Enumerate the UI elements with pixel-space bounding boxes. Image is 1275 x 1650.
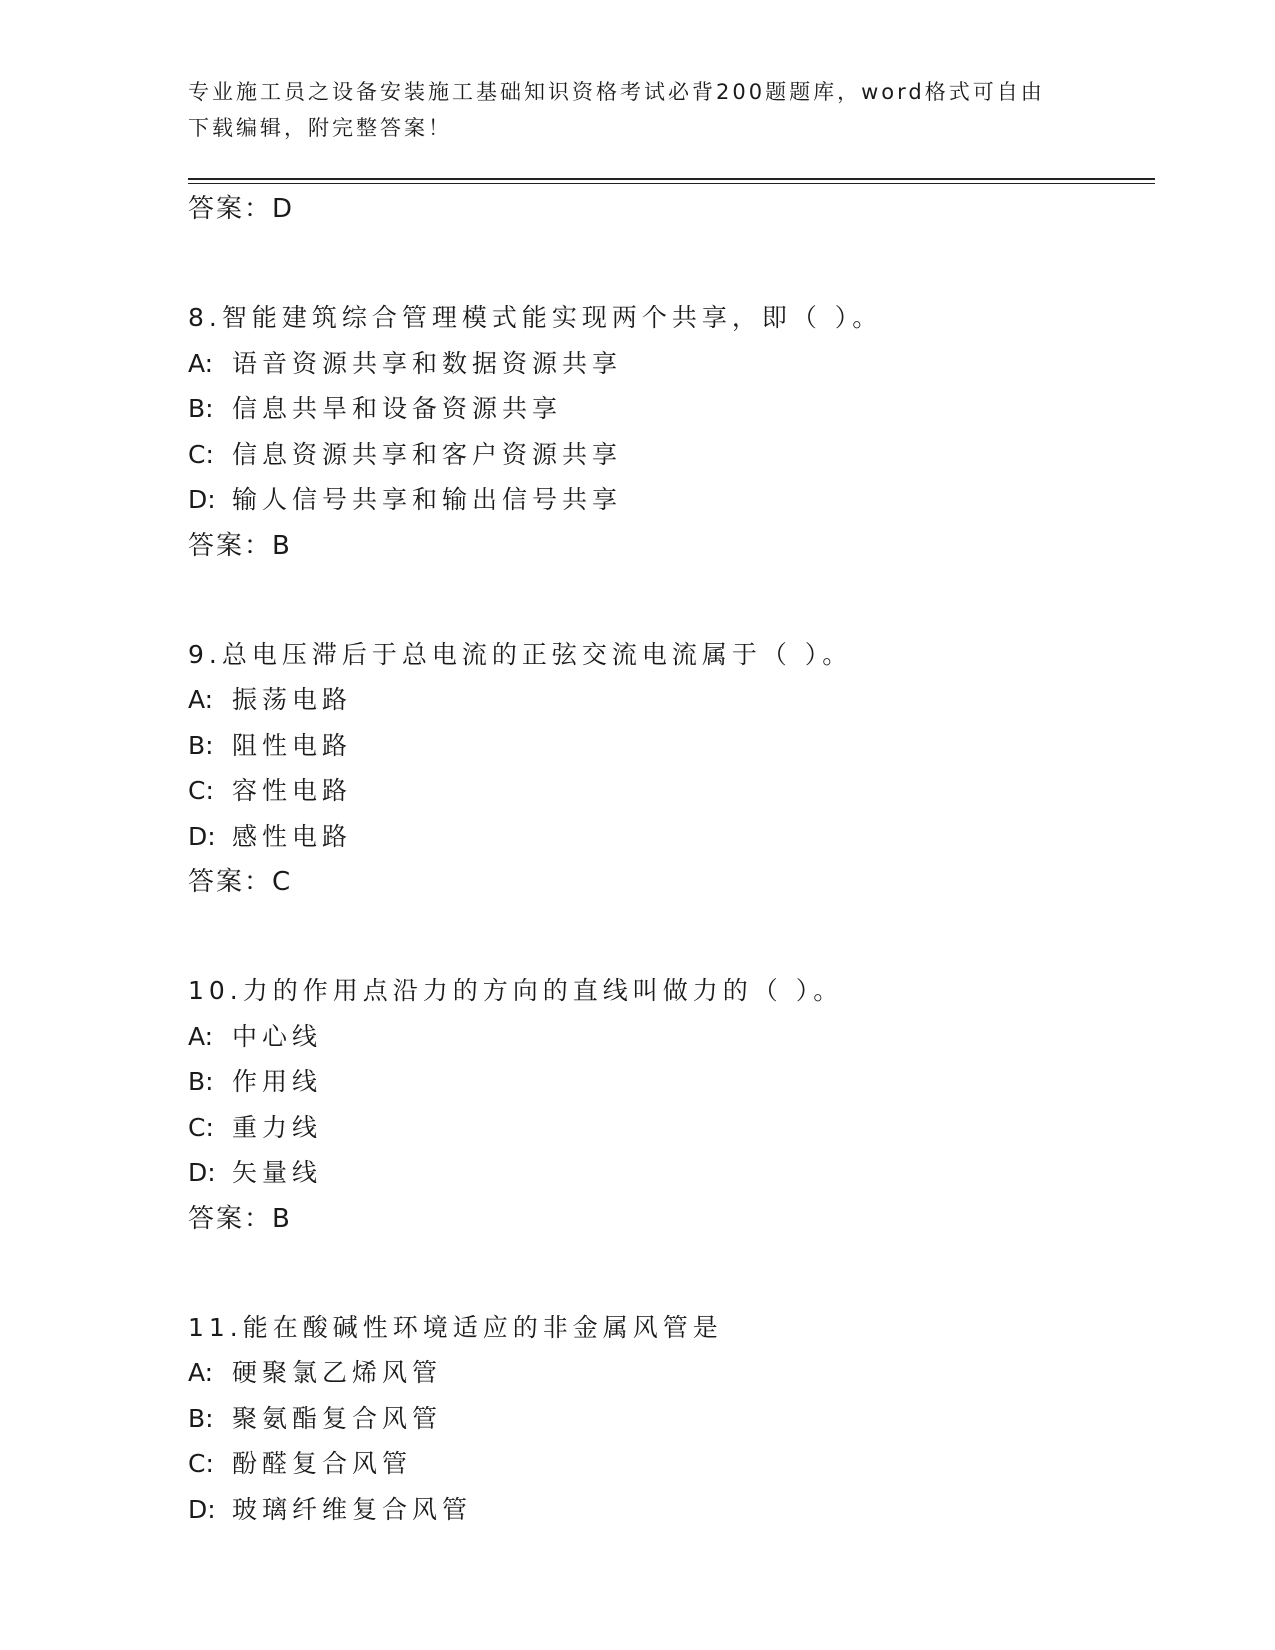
option-text: 聚氨酯复合风管 xyxy=(232,1403,443,1433)
option-c xyxy=(188,432,1155,478)
option-text: 硬聚氯乙烯风管 xyxy=(232,1358,443,1387)
option-letter: B: xyxy=(188,1403,214,1433)
option-text: 感性电路 xyxy=(232,821,353,851)
option-letter: A: xyxy=(188,1021,214,1051)
answer-value: C xyxy=(272,867,293,897)
question-block xyxy=(188,968,1155,1242)
option-letter: C: xyxy=(188,439,214,469)
answer-label: 答案： xyxy=(188,1203,273,1234)
answer-line xyxy=(188,1196,1155,1242)
question-gap xyxy=(188,905,1155,968)
header-divider-thin xyxy=(188,183,1155,184)
answer-label: 答案： xyxy=(188,530,273,561)
question-stem: 8.智能建筑综合管理模式能实现两个共享，即（ ）。 xyxy=(188,303,883,332)
option-letter: D: xyxy=(188,821,216,851)
question-gap xyxy=(188,1242,1155,1305)
option-letter: D: xyxy=(188,485,216,514)
option-letter: C: xyxy=(188,1449,214,1478)
option-d xyxy=(188,477,1155,523)
option-letter: C: xyxy=(188,776,214,805)
header-line-1: 专业施工员之设备安装施工基础知识资格考试必背200题题库，word格式可自由 xyxy=(188,80,1045,104)
question-stem: 11.能在酸碱性环境适应的非金属风管是 xyxy=(188,1312,723,1342)
option-a xyxy=(188,341,1155,387)
option-text: 信息共旱和设备资源共享 xyxy=(232,394,563,423)
header-divider-thick xyxy=(188,178,1155,180)
option-letter: A: xyxy=(188,1358,214,1387)
answer-label: 答案： xyxy=(188,194,273,224)
option-c xyxy=(188,1105,1155,1151)
option-text: 玻璃纤维复合风管 xyxy=(232,1494,473,1524)
option-text: 振荡电路 xyxy=(232,685,353,714)
option-d xyxy=(188,1487,1155,1533)
option-a xyxy=(188,677,1155,723)
option-text: 酚醛复合风管 xyxy=(232,1449,413,1478)
question-block xyxy=(188,1305,1155,1533)
option-text: 信息资源共享和客户资源共享 xyxy=(232,439,623,469)
option-text: 作用线 xyxy=(232,1067,323,1096)
option-letter: B: xyxy=(188,1067,214,1096)
option-d xyxy=(188,814,1155,860)
question-gap xyxy=(188,569,1155,632)
option-b xyxy=(188,386,1155,432)
option-text: 语音资源共享和数据资源共享 xyxy=(232,348,623,378)
question-block xyxy=(188,295,1155,569)
answer-value: B xyxy=(272,1203,292,1234)
option-letter: D: xyxy=(188,1494,216,1524)
option-text: 容性电路 xyxy=(232,776,353,805)
option-text: 重力线 xyxy=(232,1112,323,1142)
option-b xyxy=(188,1396,1155,1442)
answer-label: 答案： xyxy=(188,867,273,897)
option-letter: A: xyxy=(188,348,214,378)
option-c xyxy=(188,768,1155,814)
question-stem: 10.力的作用点沿力的方向的直线叫做力的（ ）。 xyxy=(188,976,844,1005)
option-text: 矢量线 xyxy=(232,1158,323,1187)
option-letter: A: xyxy=(188,685,214,714)
option-letter: C: xyxy=(188,1112,214,1142)
header-line-2: 下载编辑，附完整答案！ xyxy=(188,116,452,140)
answer-line xyxy=(188,186,1155,232)
question-stem: 9.总电压滞后于总电流的正弦交流电流属于（ ）。 xyxy=(188,639,853,669)
option-b xyxy=(188,1059,1155,1105)
question-gap xyxy=(188,232,1155,295)
answer-line xyxy=(188,523,1155,569)
option-b xyxy=(188,723,1155,769)
option-letter: B: xyxy=(188,730,214,760)
option-a xyxy=(188,1014,1155,1060)
option-text: 中心线 xyxy=(232,1021,323,1051)
option-letter: D: xyxy=(188,1158,216,1187)
option-text: 输人信号共享和输出信号共享 xyxy=(232,485,623,514)
question-block xyxy=(188,632,1155,906)
answer-value: B xyxy=(272,530,292,561)
option-text: 阻性电路 xyxy=(232,730,353,760)
option-c xyxy=(188,1441,1155,1487)
option-letter: B: xyxy=(188,394,214,423)
document-header xyxy=(188,74,1068,146)
question-list xyxy=(188,186,1155,1532)
answer-value: D xyxy=(272,194,295,224)
answer-line xyxy=(188,859,1155,905)
option-a xyxy=(188,1350,1155,1396)
option-d xyxy=(188,1150,1155,1196)
